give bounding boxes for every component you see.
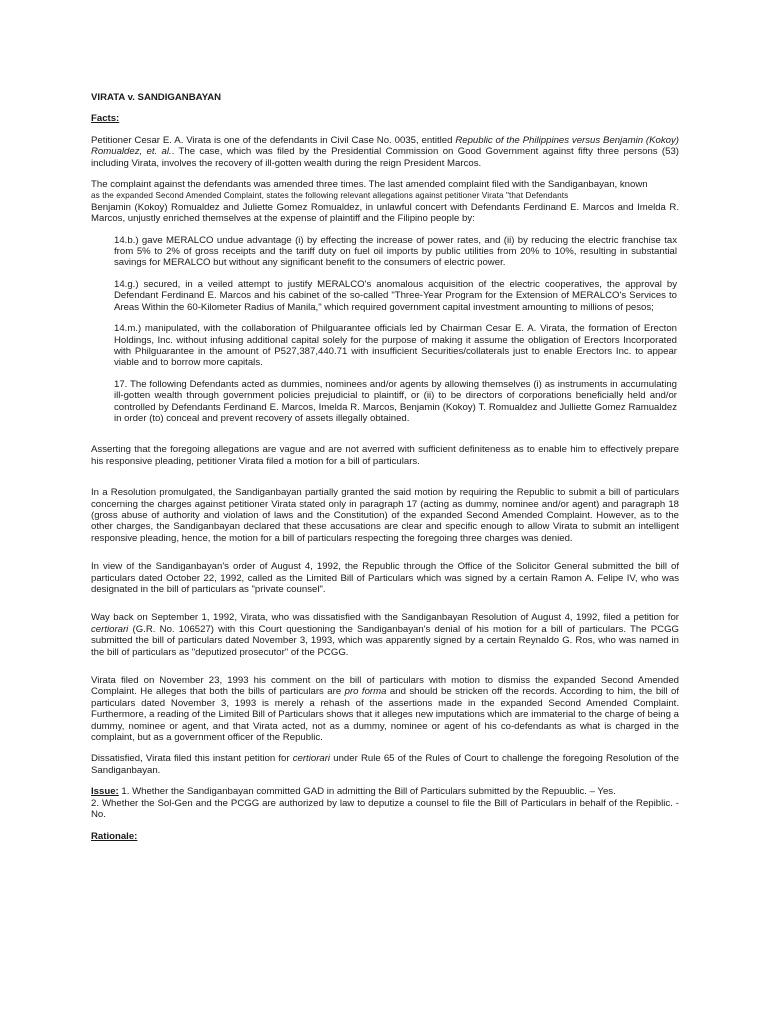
rationale-heading: Rationale: — [91, 830, 138, 842]
facts-paragraph-1 — [91, 135, 679, 169]
text-run: (G.R. No. 106527) with this Court questioning the Sandiganbayan's denial of his motion for a bill of particulars. The PCGG submitted the bill of particulars dated November 3, 1993, which was apparently signed by a certain Reynaldo G. Ros, who was named in the bill of particulars as "deputized prosecutor" of the PCGG. — [91, 623, 679, 658]
allegation-14m: 14.m.) manipulated, with the collaboration of Philguarantee officials led by Chairman Cesar E. A. Virata, the formation of Erecton Holdings, Inc. without infusing additional capital solely for the purpose of making it assume the obligation of Erectors Incorporated with Philguarantee in the amount of P527,387,440.71 with insufficient Securities/collaterals just to enable Erectors Inc. to appear viable and to borrow more capitals. — [114, 323, 677, 369]
text-run: Virata filed on November 23, 1993 his comment on the bill of particulars with motion to dismiss the expanded Second Amended Complaint. He alleges that both the bills of particulars are — [91, 675, 679, 698]
facts-paragraph-8 — [91, 753, 679, 776]
allegation-14b: 14.b.) gave MERALCO undue advantage (i) by effecting the increase of power rates, and (ii) by reducing the electric franchise tax from 5% to 2% of gross receipts and the tariff duty on fuel oil imports by public utilities from 20% to 10%, resulting in substantial savings for MERALCO but without any significant benefit to the consumers of electric power. — [114, 234, 677, 269]
facts-paragraph-4: In a Resolution promulgated, the Sandiganbayan partially granted the said motion by requiring the Republic to submit a bill of particulars concerning the charges against petitioner Virata stated only in paragraph 17 (acting as dummy, nominee and/or agent) and paragraph 18 (gross abuse of authority and violation of laws and the Constitution) of the expanded Second Amended Complaint. However, as to the other charges, the Sandiganbayan declared that these accusations are clear and specific enough to allow Virata to submit an intelligent responsive pleading, hence, the motion for a bill of particulars respecting the foregoing three charges was denied. — [91, 487, 679, 544]
facts-paragraph-5: In view of the Sandiganbayan's order of August 4, 1992, the Republic through the Office of the Solicitor General submitted the bill of particulars dated October 22, 1992, called as the Limited Bill of Particulars which was signed by a certain Ramon A. Felipe IV, who was designated in the bill of particulars as "private counsel". — [91, 561, 679, 595]
issue-line-2: 2. Whether the Sol-Gen and the PCGG are authorized by law to deputize a counsel to file the Bill of Particulars in behalf of the Repiblic. - No. — [91, 797, 679, 821]
facts-heading: Facts: — [91, 113, 120, 125]
facts-paragraph-2 — [91, 179, 679, 225]
pro-forma-italic: pro forma — [344, 686, 387, 698]
text-run: The complaint against the defendants was amended three times. The last amended complaint filed with the Sandiganbayan, known — [91, 179, 648, 191]
facts-paragraph-3: Asserting that the foregoing allegations are vague and are not averred with sufficient definiteness as to enable him to effectively prepare his responsive pleading, petitioner Virata filed a motion for a bill of particulars. — [91, 444, 679, 467]
text-run: Dissatisfied, Virata filed this instant petition for — [91, 753, 293, 765]
text-run: Way back on September 1, 1992, Virata, who was dissatisfied with the Sandiganbayan Resolution of August 4, 1992, filed a petition for — [91, 612, 679, 624]
certiorari-italic: certiorari — [292, 753, 331, 765]
text-run-small: as the expanded Second Amended Complaint, states the following relevant allegations against petitioner Virata "that Defendants — [91, 191, 569, 201]
allegation-14g: 14.g.) secured, in a veiled attempt to justify MERALCO's anomalous acquisition of the electric cooperatives, the approval by Defendant Ferdinand E. Marcos and his cabinet of the so-called "Three-Year Program for the Extension of MERALCO's Services to Areas Within the 60-Kilometer Radius of Manila," which required government capital investment amounting to millions of pesos; — [114, 278, 677, 313]
facts-paragraph-6 — [91, 612, 679, 658]
document-page — [91, 92, 679, 852]
issue-paragraph — [91, 786, 679, 820]
text-run: . The case, which was filed by the Presidential Commission on Good Government against fifty three persons (53) including Virata, involves the recovery of ill-gotten wealth during the reign President Marcos. — [91, 146, 679, 169]
facts-paragraph-7 — [91, 675, 679, 743]
allegation-17: 17. The following Defendants acted as dummies, nominees and/or agents by allowing themselves (i) as instruments in accumulating ill-gotten wealth through government policies prejudicial to plaintiff, or (ii) to be directors of corporations beneficially held and/or controlled by Defendants Ferdinand E. Marcos, Imelda R. Marcos, Benjamin (Kokoy) T. Romualdez and Julliette Gomez Ramualdez in order (to) conceal and prevent recovery of assets illegally obtained. — [114, 378, 677, 424]
issue-label: Issue: — [91, 786, 119, 798]
case-name-italic: Republic of the Philippines versus Benjamin (Kokoy) Romualdez, et. al. — [91, 134, 679, 158]
case-title: VIRATA v. SANDIGANBAYAN — [91, 92, 222, 103]
text-run: Petitioner Cesar E. A. Virata is one of the defendants in Civil Case No. 0035, entitled — [91, 134, 456, 146]
text-run: under Rule 65 of the Rules of Court to challenge the foregoing Resolution of the Sandiganbayan. — [91, 753, 679, 776]
certiorari-italic: certiorari — [91, 623, 129, 635]
text-run: and should be stricken off the records. According to him, the bill of particulars dated November 3, 1993 is merely a rehash of the assertions made in the expanded Second Amended Complaint. Furthermore, a reading of the Limited Bill of Particulars shows that it alleges new imputations which are immaterial to the charge of being a dummy, nominee or agent, and that Virata acted, not as a dummy, nominee or agent of his co-defendants as what is charged in the complaint, but as a government officer of the Republic. — [91, 686, 680, 744]
text-run: Benjamin (Kokoy) Romualdez and Juliette Gomez Romualdez, in unlawful concert with Defendants Ferdinand E. Marcos and Imelda R. Marcos, unjustly enriched themselves at the expense of plaintiff and the Filipino people by: — [91, 201, 679, 225]
issue-line-1: 1. Whether the Sandiganbayan committed GAD in admitting the Bill of Particulars submitted by the Repuublic. – Yes. — [118, 786, 616, 798]
